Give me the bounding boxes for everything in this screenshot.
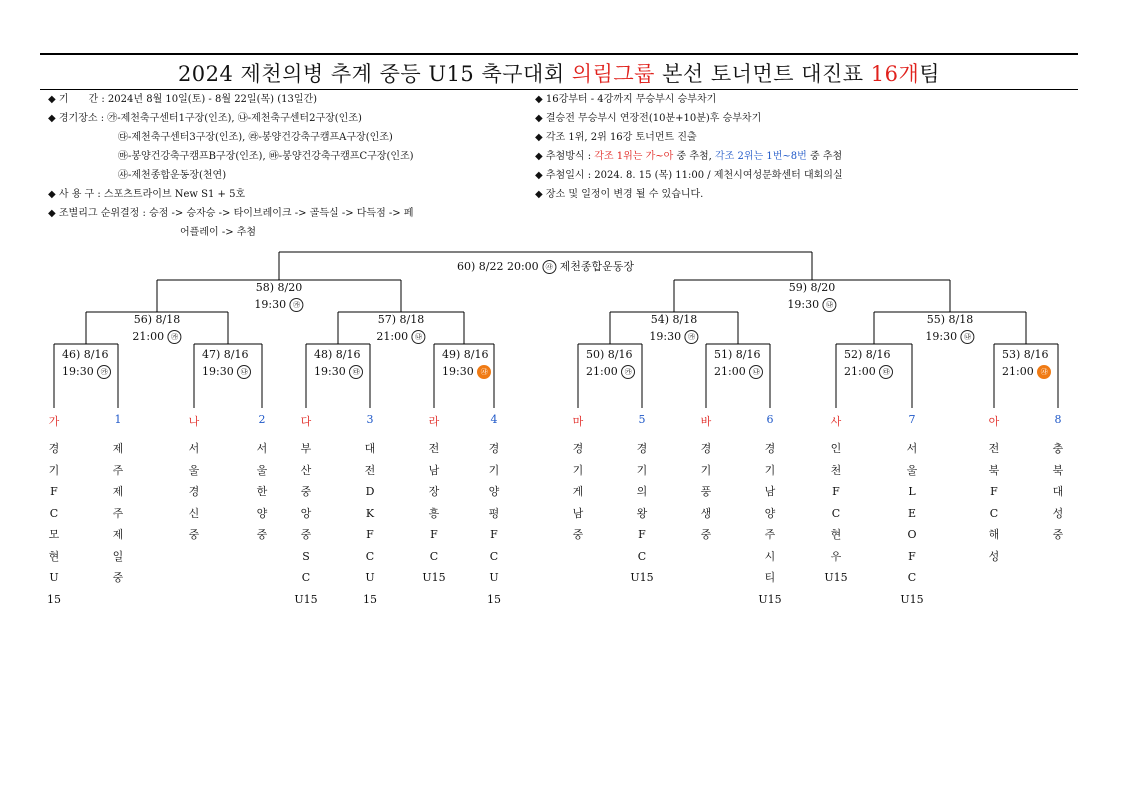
r16-match-label-line1: 51) 8/16 [714, 348, 761, 361]
r16-match-label-line1: 52) 8/16 [844, 348, 891, 361]
team-name-char: C [989, 506, 999, 520]
team-name-char: 충 [1052, 442, 1064, 455]
venue-marker-icon: ㉯ [823, 298, 837, 312]
page-title: 2024 제천의병 추계 중등 U15 축구대회 의림그룹 본선 토너먼트 대진표 16개팀 [177, 62, 941, 86]
team-name-char: 모 [48, 528, 60, 541]
team-name-char: 기 [700, 463, 712, 477]
team-name-char: 경 [188, 485, 200, 498]
info-ranking: ◆ 조별리그 순위결정 : 승점 -> 승자승 -> 타이브레이크 -> 골득실 -> 다득점 -> 페 [48, 208, 414, 219]
r16-match-label-line2: 21:00 ㉮ [586, 363, 635, 380]
slot-mark: 6 [766, 413, 774, 426]
r16-match-label-line2: 19:30 ㉴ [442, 363, 491, 380]
qf-match-label-line2: 21:00 ㉮ [132, 328, 181, 345]
team-name-char: 양 [488, 485, 500, 498]
team-name-char: 현 [830, 528, 842, 541]
final-match-time: 60) 8/22 20:00 [456, 260, 543, 273]
team-name [474, 438, 514, 610]
team-name-char: 의 [636, 485, 648, 498]
r16-match-label-line2: 19:30 ㉮ [62, 363, 111, 380]
team-name [816, 438, 856, 589]
slot-mark: 나 [188, 415, 200, 428]
team-name-char: 경 [764, 442, 776, 455]
r16-match-label [62, 346, 111, 380]
team-name-char: 전 [988, 442, 1000, 455]
team-name-char: C [831, 506, 841, 520]
team-name-char: 중 [300, 485, 312, 498]
team-name-char: 주 [764, 528, 776, 541]
team-name-char: C [637, 549, 647, 563]
team-name-char: 중 [572, 528, 584, 541]
team-name-char: C [907, 571, 917, 584]
team-name [286, 438, 326, 610]
r16-match-label [314, 346, 363, 380]
team-name-char: 전 [364, 463, 376, 477]
qf-match-label-line1: 56) 8/18 [133, 313, 181, 326]
team-name-char: 제 [112, 442, 124, 455]
r16-match-label [844, 346, 893, 380]
venue-marker-icon: ㉰ [879, 365, 893, 379]
venue-marker-highlight-icon: ㉴ [1037, 365, 1051, 379]
team-name [974, 438, 1014, 567]
team-name-char: 중 [112, 571, 124, 584]
qf-match-label-line1: 57) 8/18 [377, 313, 425, 326]
team-name-char: 티 [764, 571, 776, 584]
final-match-venue: 제천종합운동장 [556, 260, 635, 273]
team-name-char: 기 [48, 463, 60, 477]
team-name-char: U15 [294, 592, 318, 606]
team-name-char: 주 [112, 463, 124, 477]
team-name-char: 산 [300, 463, 312, 477]
team-name [34, 438, 74, 610]
team-name-char: U [365, 571, 375, 584]
qf-match-label-line1: 55) 8/18 [926, 313, 974, 326]
venue-marker-icon: ㉮ [290, 298, 304, 312]
team-name-char: 기 [764, 463, 776, 477]
slot-mark: 4 [490, 413, 498, 426]
team-name-char: U15 [422, 571, 446, 584]
team-name-char: 경 [488, 442, 500, 455]
team-name-char: 주 [112, 506, 124, 520]
info-rule-2: ◆ 결승전 무승부시 연장전(10분+10분)후 승부차기 [535, 113, 762, 124]
team-name-char: 중 [700, 528, 712, 541]
team-name-char: C [49, 506, 59, 520]
venue-marker-highlight-icon: ㉴ [477, 365, 491, 379]
team-name-char: 양 [764, 506, 776, 520]
team-name-char: 15 [363, 592, 377, 606]
team-name-char: 15 [47, 592, 61, 606]
team-name-char: 중 [256, 528, 268, 541]
team-name-char: 기 [488, 463, 500, 477]
qf-match-label-line1: 54) 8/18 [650, 313, 698, 326]
team-name-char: F [990, 485, 998, 498]
team-name-char: 전 [428, 442, 440, 455]
slot-mark: 가 [48, 415, 60, 428]
slot-mark: 5 [638, 413, 646, 426]
r16-match-label-line1: 50) 8/16 [586, 348, 633, 361]
slot-mark: 2 [258, 413, 266, 426]
team-name-char: 게 [572, 485, 584, 498]
team-name-char: 대 [364, 442, 376, 455]
qf-match-label [132, 311, 181, 345]
r16-match-label-line2: 21:00 ㉴ [1002, 363, 1051, 380]
slot-mark: 마 [572, 415, 584, 428]
qf-match-label [376, 311, 425, 345]
team-name-char: F [430, 528, 438, 541]
team-name-char: 남 [764, 485, 776, 498]
team-name-char: 흥 [428, 506, 440, 520]
slot-mark: 라 [428, 415, 440, 428]
team-name [686, 438, 726, 546]
r16-match-label [714, 346, 763, 380]
team-name-char: 부 [300, 442, 312, 455]
info-notice: ◆ 장소 및 일정이 변경 될 수 있습니다. [535, 189, 704, 200]
team-name-char: F [50, 485, 58, 498]
team-name-char: 양 [256, 506, 268, 520]
qf-match-label-line2: 21:00 ㉯ [376, 328, 425, 345]
team-name-char: 인 [830, 442, 842, 455]
r16-match-label-line1: 47) 8/16 [202, 348, 249, 361]
info-venue-cont: ㉲-봉양건강축구캠프B구장(인조), ㉳-봉양건강축구캠프C구장(인조) [118, 151, 414, 162]
team-name-char: 서 [256, 442, 268, 455]
team-name [892, 438, 932, 610]
sf-match-label [787, 279, 836, 313]
team-name-char: 울 [256, 463, 268, 477]
slot-mark: 아 [988, 415, 1000, 428]
team-name-char: 신 [188, 506, 200, 520]
team-name-char: U [489, 571, 499, 584]
slot-mark: 바 [700, 415, 712, 428]
team-name-char: F [908, 549, 916, 563]
sf-match-label [254, 279, 303, 313]
r16-match-label-line1: 53) 8/16 [1002, 348, 1049, 361]
team-name-char: 제 [112, 485, 124, 498]
r16-match-label-line2: 21:00 ㉰ [844, 363, 893, 380]
team-name [750, 438, 790, 610]
team-name-char: F [366, 528, 374, 541]
team-name-char: U15 [630, 571, 654, 584]
team-name-char: 북 [1052, 463, 1064, 477]
team-name-char: 중 [1052, 528, 1064, 541]
team-name [242, 438, 282, 546]
info-rule-3: ◆ 각조 1위, 2위 16강 토너먼트 진출 [535, 132, 697, 143]
sf-match-label-line1: 59) 8/20 [788, 281, 836, 294]
qf-match-label [649, 311, 698, 345]
venue-marker-icon: ㉮ [685, 330, 699, 344]
venue-marker-icon: ㉰ [349, 365, 363, 379]
team-name [174, 438, 214, 546]
r16-match-label [442, 346, 491, 380]
team-name-char: U [49, 571, 59, 584]
team-name-char: 대 [1052, 485, 1064, 498]
venue-marker-icon: ㉯ [237, 365, 251, 379]
r16-match-label-line1: 49) 8/16 [442, 348, 489, 361]
team-name-char: 시 [764, 549, 776, 563]
info-venue-cont: ㉰-제천축구센터3구장(인조), ㉱-봉양건강축구캠프A구장(인조) [118, 132, 393, 143]
venue-marker-icon: ㉴ [542, 260, 556, 274]
venue-marker-icon: ㉮ [621, 365, 635, 379]
team-name-char: 경 [572, 442, 584, 455]
slot-mark: 3 [366, 413, 374, 426]
team-name-char: C [301, 571, 311, 584]
team-name-char: 해 [988, 528, 1000, 541]
team-name-char: 성 [988, 549, 1000, 563]
final-match-label [457, 258, 634, 275]
team-name-char: D [365, 485, 375, 498]
team-name-char: U15 [824, 571, 848, 584]
team-name-char: S [302, 549, 310, 563]
team-name-char: C [429, 549, 439, 563]
r16-match-label [1002, 346, 1051, 380]
venue-marker-icon: ㉯ [961, 330, 975, 344]
r16-match-label-line1: 46) 8/16 [62, 348, 109, 361]
r16-match-label-line2: 19:30 ㉰ [314, 363, 363, 380]
team-name [98, 438, 138, 589]
team-name-char: O [907, 528, 917, 541]
r16-match-label [586, 346, 635, 380]
team-name-char: U15 [900, 592, 924, 606]
slot-mark: 다 [300, 415, 312, 428]
slot-mark: 7 [908, 413, 916, 426]
r16-match-label [202, 346, 251, 380]
team-name-char: C [489, 549, 499, 563]
qf-match-label [925, 311, 974, 345]
team-name [558, 438, 598, 546]
team-name-char: C [365, 549, 375, 563]
info-venue: ◆ 경기장소 : ㉮-제천축구센터1구장(인조), ㉯-제천축구센터2구장(인조) [48, 113, 362, 124]
info-rule-1: ◆ 16강부터 - 4강까지 무승부시 승부차기 [535, 94, 717, 105]
team-name-char: 일 [112, 549, 124, 563]
team-name-char: F [832, 485, 840, 498]
venue-marker-icon: ㉮ [168, 330, 182, 344]
team-name-char: 서 [188, 442, 200, 455]
team-name-char: 15 [487, 592, 501, 606]
info-period: ◆ 기 간 : 2024년 8월 10일(토) - 8월 22일(목) (13일간) [48, 94, 318, 105]
team-name-char: 서 [906, 442, 918, 455]
team-name-char: 성 [1052, 506, 1064, 520]
team-name-char: 풍 [700, 485, 712, 498]
team-name-char: U15 [758, 592, 782, 606]
team-name-char: 한 [256, 485, 268, 498]
venue-marker-icon: ㉯ [412, 330, 426, 344]
team-name [622, 438, 662, 589]
info-ball: ◆ 사 용 구 : 스포츠트라이브 New S1 + 5호 [48, 189, 246, 200]
team-name-char: 천 [830, 463, 842, 477]
team-name-char: F [638, 528, 646, 541]
team-name [350, 438, 390, 610]
team-name-char: 경 [636, 442, 648, 455]
r16-match-label-line2: 21:00 ㉯ [714, 363, 763, 380]
team-name-char: 경 [700, 442, 712, 455]
team-name-char: 경 [48, 442, 60, 455]
sf-match-label-line1: 58) 8/20 [255, 281, 303, 294]
team-name-char: 울 [188, 463, 200, 477]
venue-marker-icon: ㉯ [749, 365, 763, 379]
team-name [1038, 438, 1078, 546]
team-name-char: 중 [188, 528, 200, 541]
team-name-char: 기 [572, 463, 584, 477]
info-ranking-cont: 어플레이 -> 추첨 [180, 227, 257, 238]
qf-match-label-line2: 19:30 ㉯ [925, 328, 974, 345]
r16-match-label-line2: 19:30 ㉯ [202, 363, 251, 380]
qf-match-label-line2: 19:30 ㉮ [649, 328, 698, 345]
sf-match-label-line2: 19:30 ㉮ [254, 296, 303, 313]
info-draw-date: ◆ 추첨일시 : 2024. 8. 15 (목) 11:00 / 제천시여성문화센터 대회의실 [535, 170, 843, 181]
team-name-char: L [908, 485, 916, 498]
slot-mark: 사 [830, 415, 842, 428]
team-name-char: 생 [700, 506, 712, 520]
team-name-char: 앙 [300, 506, 312, 520]
sf-match-label-line2: 19:30 ㉯ [787, 296, 836, 313]
team-name-char: 우 [830, 549, 842, 563]
info-draw-method: ◆ 추첨방식 : 각조 1위는 가~아 중 추첨, 각조 2위는 1번~8번 중 추첨 [535, 151, 843, 162]
team-name-char: 기 [636, 463, 648, 477]
team-name-char: E [907, 506, 917, 520]
team-name-char: 남 [572, 506, 584, 520]
team-name-char: 평 [488, 506, 500, 520]
slot-mark: 8 [1054, 413, 1062, 426]
team-name-char: F [490, 528, 498, 541]
team-name-char: 울 [906, 463, 918, 477]
team-name-char: 남 [428, 463, 440, 477]
team-name-char: 현 [48, 549, 60, 563]
team-name [414, 438, 454, 589]
team-name-char: 중 [300, 528, 312, 541]
slot-mark: 1 [114, 413, 122, 426]
venue-marker-icon: ㉮ [97, 365, 111, 379]
r16-match-label-line1: 48) 8/16 [314, 348, 361, 361]
team-name-char: 장 [428, 485, 440, 498]
team-name-char: K [365, 506, 375, 520]
team-name-char: 제 [112, 528, 124, 541]
info-venue-cont: ㉴-제천종합운동장(천연) [118, 170, 227, 181]
team-name-char: 북 [988, 463, 1000, 477]
team-name-char: 왕 [636, 506, 648, 520]
